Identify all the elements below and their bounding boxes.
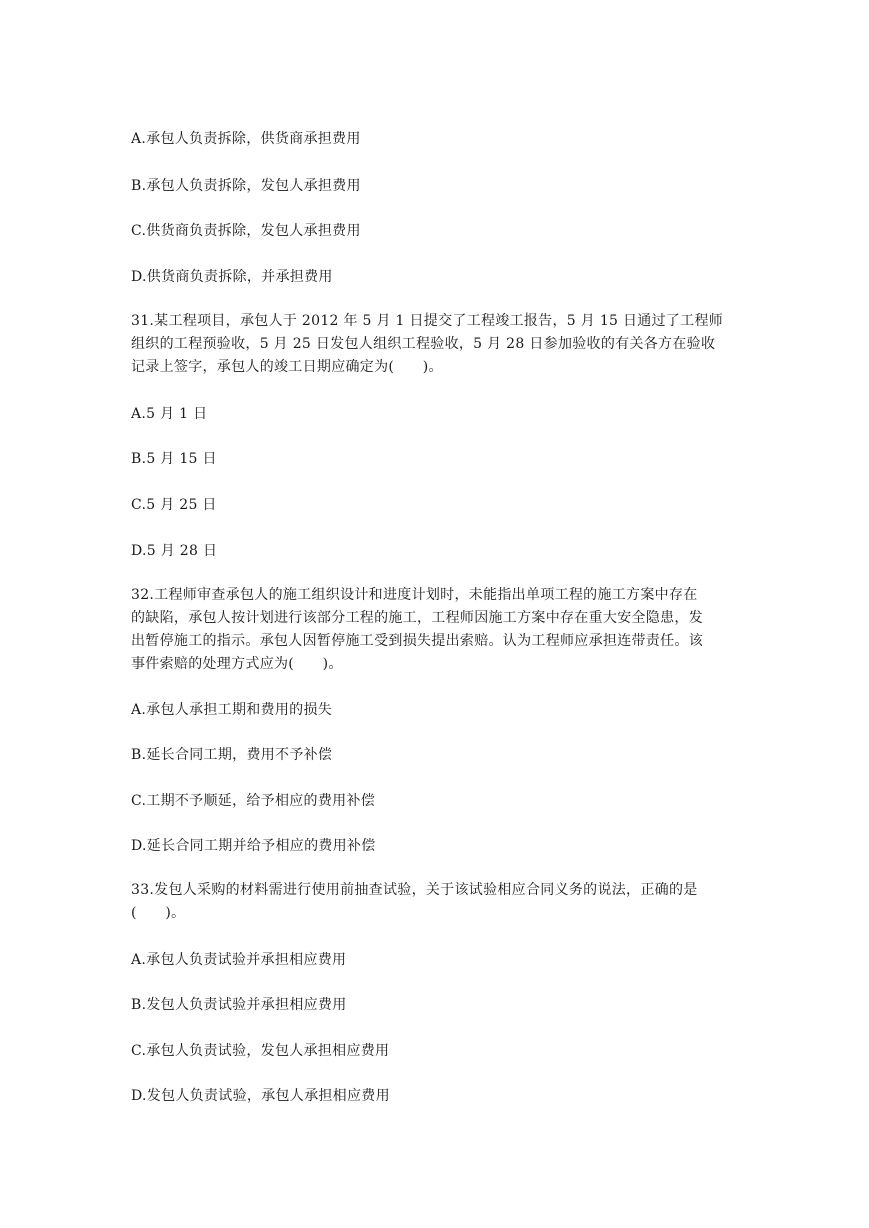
- q32-stem-line-3: 出暂停施工的指示。承包人因暂停施工受到损失提出索赔。认为工程师应承担连带责任。该: [131, 633, 703, 649]
- prev-option-c: C.供货商负责拆除，发包人承担费用: [131, 223, 361, 239]
- q31-stem-line-3: 记录上签字，承包人的竣工日期应确定为( )。: [131, 359, 443, 375]
- q31-option-c: C.5 月 25 日: [131, 497, 217, 513]
- prev-option-d: D.供货商负责拆除，并承担费用: [131, 269, 333, 285]
- q32-option-d: D.延长合同工期并给予相应的费用补偿: [131, 838, 376, 854]
- q31-stem-line-2: 组织的工程预验收，5 月 25 日发包人组织工程验收，5 月 28 日参加验收的有关各方在验收: [131, 336, 716, 352]
- q32-stem: [131, 584, 741, 676]
- q33-stem: [131, 879, 741, 925]
- q32-stem-line-2: 的缺陷，承包人按计划进行该部分工程的施工，工程师因施工方案中存在重大安全隐患，发: [131, 610, 703, 626]
- q31-stem: [131, 310, 741, 379]
- q32-option-b: B.延长合同工期，费用不予补偿: [131, 747, 333, 763]
- q32-option-a: A.承包人承担工期和费用的损失: [131, 702, 333, 718]
- q31-option-b: B.5 月 15 日: [131, 451, 217, 467]
- q33-option-c: C.承包人负责试验，发包人承担相应费用: [131, 1043, 390, 1059]
- q33-stem-line-1: 33.发包人采购的材料需进行使用前抽查试验，关于该试验相应合同义务的说法，正确的是: [131, 882, 698, 898]
- q33-stem-line-2: ( )。: [131, 905, 186, 921]
- q33-option-d: D.发包人负责试验，承包人承担相应费用: [131, 1088, 390, 1104]
- q31-option-a: A.5 月 1 日: [131, 406, 208, 422]
- q33-option-b: B.发包人负责试验并承担相应费用: [131, 997, 347, 1013]
- prev-option-b: B.承包人负责拆除，发包人承担费用: [131, 178, 361, 194]
- q32-stem-line-4: 事件索赔的处理方式应为( )。: [131, 656, 343, 672]
- prev-option-a: A.承包人负责拆除，供货商承担费用: [131, 131, 361, 147]
- q31-stem-line-1: 31.某工程项目，承包人于 2012 年 5 月 1 日提交了工程竣工报告，5 月 15 日通过了工程师: [131, 313, 724, 329]
- q33-option-a: A.承包人负责试验并承担相应费用: [131, 952, 347, 968]
- q32-option-c: C.工期不予顺延，给予相应的费用补偿: [131, 793, 376, 809]
- q31-option-d: D.5 月 28 日: [131, 543, 218, 559]
- q32-stem-line-1: 32.工程师审查承包人的施工组织设计和进度计划时，未能指出单项工程的施工方案中存在: [131, 587, 698, 603]
